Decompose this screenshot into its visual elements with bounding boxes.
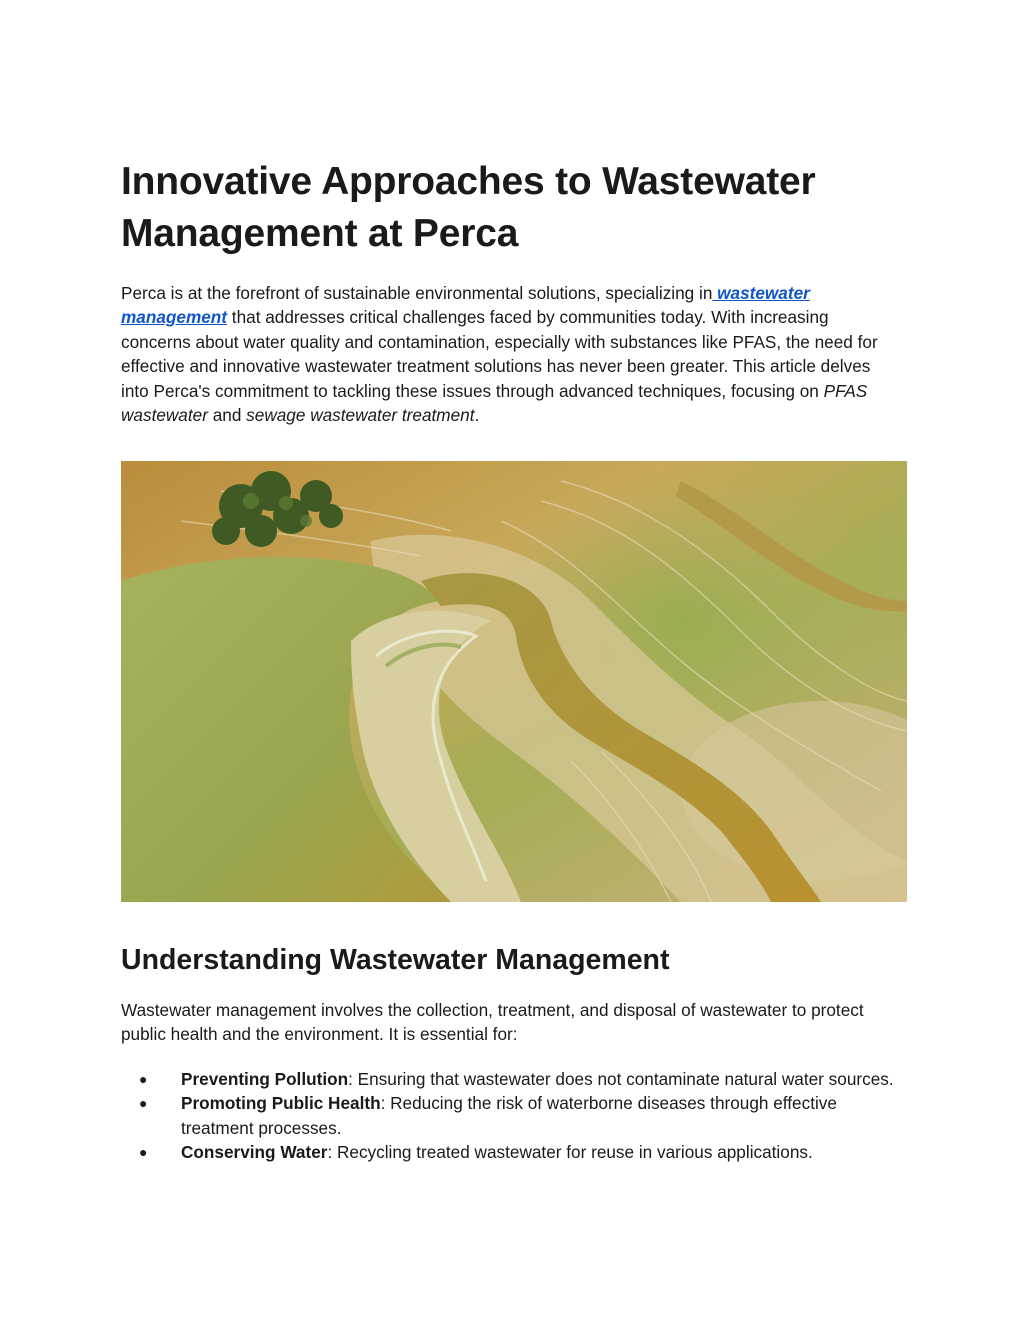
intro-and-text: and [207, 405, 247, 426]
section-heading: Understanding Wastewater Management [121, 944, 670, 976]
intro-text-middle: that addresses critical challenges faced by communities today. With increasing concerns about water quality and contamination, especially with substances like PFAS, the need for effective and innovative wastewater treatment solutions has never been greater. This article delves into Perca's commitment to tackling these issues through advanced techniques, focusing on [121, 307, 878, 401]
bullet-icon: ● [139, 1071, 148, 1087]
page-title: Innovative Approaches to Wastewater Management at Perca [121, 160, 816, 255]
list-item-text: : Reducing the risk of waterborne diseases through effective treatment processes. [181, 1093, 837, 1138]
wastewater-management-link[interactable]: wastewater management [121, 283, 810, 328]
intro-end: . [474, 405, 480, 426]
list-item [121, 1140, 911, 1164]
bullet-icon: ● [139, 1095, 148, 1112]
bullet-icon: ● [139, 1144, 148, 1161]
list-item-term: Preventing Pollution [181, 1069, 349, 1089]
list-item [121, 1091, 911, 1140]
sewage-treatment-emphasis: sewage wastewater treatment [246, 405, 475, 426]
intro-paragraph [121, 281, 901, 427]
list-item-term: Conserving Water [181, 1142, 328, 1163]
list-item-text: : Ensuring that wastewater does not contaminate natural water sources. [348, 1069, 894, 1089]
list-item-term: Promoting Public Health [181, 1093, 381, 1114]
pfas-wastewater-emphasis: PFAS wastewater [121, 380, 868, 426]
list-item [121, 1067, 911, 1091]
aerial-river-photo [121, 461, 907, 902]
list-item-text: : Recycling treated wastewater for reuse in various applications. [327, 1142, 813, 1163]
section-paragraph: Wastewater management involves the collection, treatment, and disposal of wastewater to protect public health and the environment. It is essential for: [121, 1000, 864, 1045]
benefits-list [121, 1067, 911, 1165]
intro-text-start: Perca is at the forefront of sustainable environmental solutions, specializing in [121, 283, 713, 303]
